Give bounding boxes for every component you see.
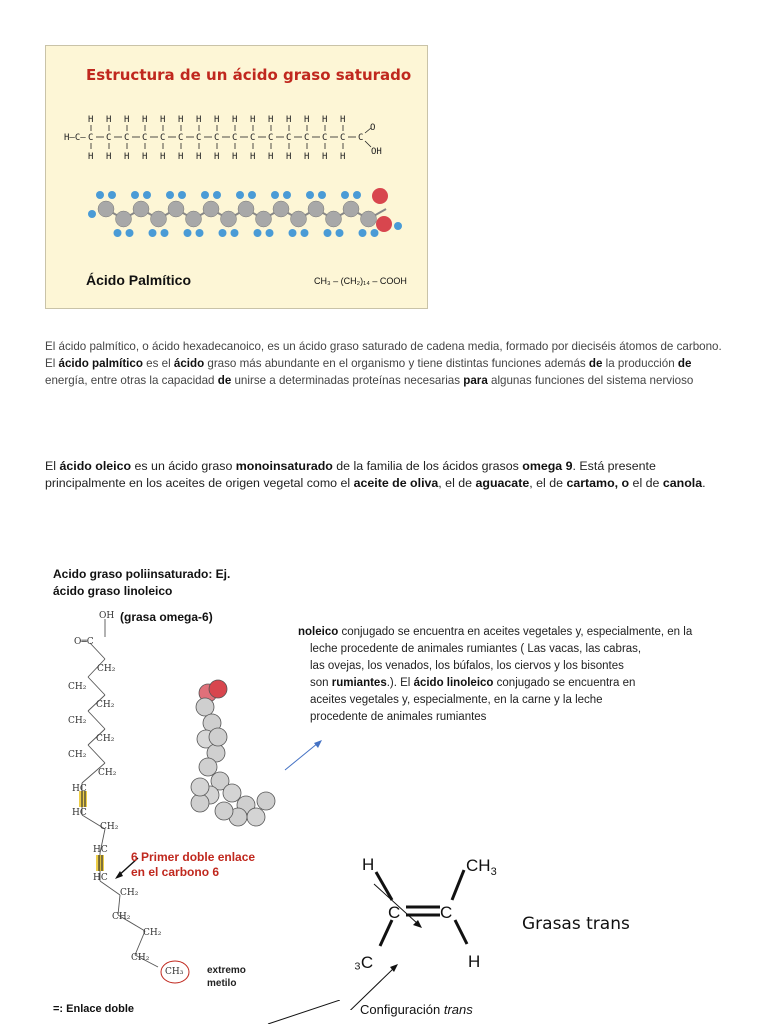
text: es el — [142, 357, 174, 370]
text: el de — [629, 476, 663, 490]
carbon-ball — [238, 201, 254, 217]
hydrogen-ball — [161, 229, 169, 237]
palmitic-paragraph — [45, 338, 725, 389]
hydrogen-ball — [88, 210, 96, 218]
caption-italic: trans — [443, 1002, 473, 1017]
hydrogen-ball — [236, 191, 244, 199]
atom-sphere — [247, 808, 265, 826]
note-line: en el carbono 6 — [131, 865, 220, 879]
ch2-label: CH₂ — [120, 888, 139, 898]
config-arrow-line — [268, 1000, 340, 1024]
hydrogen-ball — [96, 191, 104, 199]
carbon-ball — [203, 201, 219, 217]
text: conjugado se encuentra en — [493, 677, 636, 689]
hydrogen-ball — [266, 229, 274, 237]
h-atom: H — [88, 152, 94, 162]
text: , el de — [529, 476, 567, 490]
h-atom: H — [196, 115, 202, 125]
atom-sphere — [215, 802, 233, 820]
carbon-ball — [186, 211, 202, 227]
ch2-label: CH₂ — [68, 716, 87, 726]
config-arrow-tail — [260, 1000, 340, 1024]
ch2-label: CH₂ — [68, 750, 87, 760]
chain-bond — [100, 881, 120, 895]
carbon-ball — [343, 201, 359, 217]
carbon-ball — [326, 211, 342, 227]
hydrogen-ball — [131, 191, 139, 199]
atom-sphere — [191, 794, 209, 812]
h-atom: H — [160, 152, 166, 162]
carbon-ball — [98, 201, 114, 217]
hydrogen-ball — [353, 191, 361, 199]
hydrogen-ball — [149, 229, 157, 237]
text: algunas funciones del sistema nervioso — [487, 374, 694, 387]
chain-bond — [88, 677, 105, 695]
h-atom: H — [178, 152, 184, 162]
text: . — [702, 476, 706, 490]
bold-text: ácido — [173, 357, 205, 370]
ch2-label: CH₂ — [100, 822, 119, 832]
ball-and-stick-model — [88, 188, 402, 237]
atom-sphere — [196, 698, 214, 716]
text: El — [45, 459, 60, 473]
bold-text: aceite de oliva — [353, 476, 439, 490]
h-atom: H — [304, 152, 310, 162]
h-atom: H — [322, 115, 328, 125]
bond — [365, 141, 371, 147]
carbon-ball — [308, 201, 324, 217]
h-atom: H — [250, 115, 256, 125]
h-atom: H — [106, 152, 112, 162]
arrowhead — [314, 740, 322, 748]
hydrogen-ball — [359, 229, 367, 237]
bold-text: canola — [662, 476, 703, 490]
caption-text: Configuración — [360, 1002, 444, 1017]
h-atom-bottom: H — [468, 952, 481, 971]
atom-sphere — [191, 778, 209, 796]
hydrogen-ball — [306, 191, 314, 199]
double-bond-legend: =: Enlace doble — [53, 1003, 134, 1015]
hydrogen-ball — [289, 229, 297, 237]
bold-text: ácido linoleico — [413, 677, 494, 689]
text: .). El — [386, 677, 414, 689]
linoleic-title-line1: Acido graso poliinsaturado: Ej. — [53, 567, 231, 581]
hydrogen-ball — [108, 191, 116, 199]
ch2-label: CH₂ — [68, 682, 87, 692]
bond-h-top — [376, 872, 392, 900]
hydrogen-ball — [336, 229, 344, 237]
text: El ácido palmítico, o ácido hexadecanoico, es un ácido graso saturado de cadena media, formado por dieciséis átomos de carbono. El — [45, 340, 722, 370]
carbon-ball — [168, 201, 184, 217]
hydrogen-ball — [219, 229, 227, 237]
carbon-left: C — [388, 903, 401, 922]
carbonyl-label: O═C — [74, 637, 94, 647]
hydrogen-ball — [394, 222, 402, 230]
c-atom: C — [142, 133, 148, 143]
h-atom: H — [304, 115, 310, 125]
h-atom: H — [214, 115, 220, 125]
hydrogen-ball — [254, 229, 262, 237]
carbon-right: C — [440, 903, 453, 922]
hydrogen-ball — [271, 191, 279, 199]
connector-arrow — [280, 735, 330, 775]
ch2-label: CH₂ — [143, 928, 162, 938]
hydrogen-ball — [184, 229, 192, 237]
c-atom: C — [268, 133, 274, 143]
bold-text: monoinsaturado — [235, 459, 333, 473]
ch2-label: CH₂ — [112, 912, 131, 922]
oh-group: OH — [371, 147, 382, 157]
h-atom-top: H — [362, 855, 375, 874]
hydrogen-ball — [283, 191, 291, 199]
text: energía, entre otras la capacidad — [45, 374, 218, 387]
atom-sphere — [257, 792, 275, 810]
h-atom: H — [232, 152, 238, 162]
hc-label: HC — [72, 808, 87, 818]
c-atom: C — [214, 133, 220, 143]
h-atom: H — [268, 115, 274, 125]
double-bond-highlight — [96, 855, 104, 871]
arrow-line — [285, 743, 318, 770]
hydrogen-ball — [324, 229, 332, 237]
hydrogen-ball — [248, 191, 256, 199]
trans-fats-label: Grasas trans — [522, 914, 630, 934]
h-atom: H — [142, 152, 148, 162]
c-atom: C — [106, 133, 112, 143]
bold-text: de — [677, 357, 692, 370]
bold-text: ácido palmítico — [58, 357, 143, 370]
atom-sphere — [209, 680, 227, 698]
h-atom: H — [124, 152, 130, 162]
hydrogen-ball — [231, 229, 239, 237]
cla-paragraph — [298, 624, 768, 726]
bond-ch3-top — [452, 870, 464, 900]
text-line — [298, 675, 768, 692]
text: la producción — [602, 357, 678, 370]
bold-text: omega 9 — [522, 459, 573, 473]
text: . Está presente principalmente en los aceites de origen vegetal como el — [45, 459, 656, 490]
hydrogen-ball — [213, 191, 221, 199]
text-line: las ovejas, los venados, los búfalos, los ciervos y los bisontes — [310, 660, 624, 672]
text-line — [298, 624, 768, 641]
h-atom: H — [340, 152, 346, 162]
text: unirse a determinadas proteínas necesarias — [231, 374, 464, 387]
structural-formula — [64, 115, 382, 162]
carbon-ball — [133, 201, 149, 217]
palmitic-acid-name: Ácido Palmítico — [86, 272, 192, 288]
c-atom: C — [340, 133, 346, 143]
c-atom: C — [124, 133, 130, 143]
carbon-ball — [291, 211, 307, 227]
note-line: extremo — [207, 965, 246, 976]
carbon-ball — [151, 211, 167, 227]
text: , el de — [438, 476, 476, 490]
c-atom: C — [250, 133, 256, 143]
text: conjugado se encuentra en aceites vegetales y, especialmente, en la — [338, 626, 693, 638]
h-atom: H — [268, 152, 274, 162]
h-atom: H — [214, 152, 220, 162]
hydrogen-ball — [301, 229, 309, 237]
text: es un ácido graso — [131, 459, 236, 473]
h-atom: H — [88, 115, 94, 125]
note-line: 6 Primer doble enlace — [131, 850, 256, 864]
linoleic-chain-diagram — [60, 605, 300, 1005]
carbon-ball — [116, 211, 132, 227]
atom-sphere — [199, 758, 217, 776]
bold-text: ácido oleico — [59, 459, 132, 473]
bold-text: cartamo, o — [566, 476, 630, 490]
c-atom: C — [178, 133, 184, 143]
ch2-label: CH₂ — [96, 700, 115, 710]
hydrogen-ball — [201, 191, 209, 199]
bold-text: para — [463, 374, 488, 387]
hydrogen-ball — [143, 191, 151, 199]
bold-text: rumiantes — [331, 677, 387, 689]
ch2-label: CH₂ — [98, 768, 117, 778]
hc-label: HC — [93, 873, 108, 883]
hydrogen-ball — [371, 229, 379, 237]
bold-text: noleico — [298, 626, 339, 638]
carbon-ball — [256, 211, 272, 227]
c-atom: C — [358, 133, 364, 143]
oleic-paragraph — [45, 458, 735, 492]
h-atom: H — [196, 152, 202, 162]
palmitic-acid-formula: CH₃ – (CH₂)₁₄ – COOH — [314, 276, 407, 286]
h-atom: H — [286, 115, 292, 125]
hydrogen-ball — [166, 191, 174, 199]
c-atom: C — [196, 133, 202, 143]
hydrogen-ball — [341, 191, 349, 199]
c-atom: C — [160, 133, 166, 143]
text-line: leche procedente de animales rumiantes ( Las vacas, las cabras, — [310, 643, 642, 655]
h-atom: H — [124, 115, 130, 125]
chain-bond — [88, 711, 105, 729]
h-atom: H — [106, 115, 112, 125]
chain-bond — [88, 745, 105, 763]
h-atom: H — [142, 115, 148, 125]
text: son — [310, 677, 332, 689]
oxygen-ball — [372, 188, 388, 204]
first-double-bond-note — [131, 850, 255, 880]
text-line: aceites vegetales y, especialmente, en la carne y la leche — [310, 694, 603, 706]
h-atom: H — [160, 115, 166, 125]
palmitic-structure-card — [45, 45, 428, 309]
h-atom: H — [232, 115, 238, 125]
c-atom: C — [232, 133, 238, 143]
trans-configuration-caption — [360, 1002, 473, 1017]
h-atom: H — [322, 152, 328, 162]
atom-sphere — [223, 784, 241, 802]
hydrogen-ball — [196, 229, 204, 237]
bold-text: de — [588, 357, 603, 370]
h-atom: H — [340, 115, 346, 125]
note-line: metilo — [207, 978, 237, 989]
c-atom: C — [304, 133, 310, 143]
carbon-ball — [221, 211, 237, 227]
palmitic-structure-diagram — [46, 46, 429, 310]
methyl-end-note — [207, 964, 246, 990]
atom-sphere — [209, 728, 227, 746]
hydrogen-ball — [318, 191, 326, 199]
hydrogen-ball — [126, 229, 134, 237]
bold-text: aguacate — [475, 476, 530, 490]
bold-text: de — [217, 374, 232, 387]
hydrogen-ball — [178, 191, 186, 199]
ch3-label: CH₃ — [165, 967, 184, 977]
o-atom: O — [370, 123, 376, 133]
ch3-group-bottom: ₃C — [354, 953, 374, 972]
trans-configuration-diagram — [340, 840, 540, 1010]
hc-label: HC — [93, 845, 108, 855]
space-filling-model — [191, 680, 275, 826]
formula-left-group: H–C– — [64, 133, 86, 143]
ch3-group-top: $CH_3$ — [466, 856, 497, 878]
h-atom: H — [250, 152, 256, 162]
h-atom: H — [286, 152, 292, 162]
omega6-label: (grasa omega-6) — [120, 610, 213, 624]
oh-label: OH — [99, 611, 115, 621]
palmitic-card-title: Estructura de un ácido graso saturado — [86, 66, 412, 84]
ch2-label: CH₂ — [131, 953, 150, 963]
bond-ch3-bottom — [380, 920, 392, 946]
ch2-label: CH₂ — [97, 664, 116, 674]
c-atom: C — [322, 133, 328, 143]
ch2-label: CH₂ — [96, 734, 115, 744]
hc-label: HC — [72, 784, 87, 794]
carbon-ball — [361, 211, 377, 227]
oxygen-ball — [376, 216, 392, 232]
text: graso más abundante en el organismo y tiene distintas funciones además — [204, 357, 589, 370]
h-atom: H — [178, 115, 184, 125]
text: de la familia de los ácidos grasos — [332, 459, 523, 473]
c-atom: C — [286, 133, 292, 143]
bond-h-bottom — [455, 920, 467, 944]
c-atom: C — [88, 133, 94, 143]
linoleic-title-line2: ácido graso linoleico — [53, 584, 173, 598]
hydrogen-ball — [114, 229, 122, 237]
carbon-ball — [273, 201, 289, 217]
text-line: procedente de animales rumiantes — [310, 711, 487, 723]
